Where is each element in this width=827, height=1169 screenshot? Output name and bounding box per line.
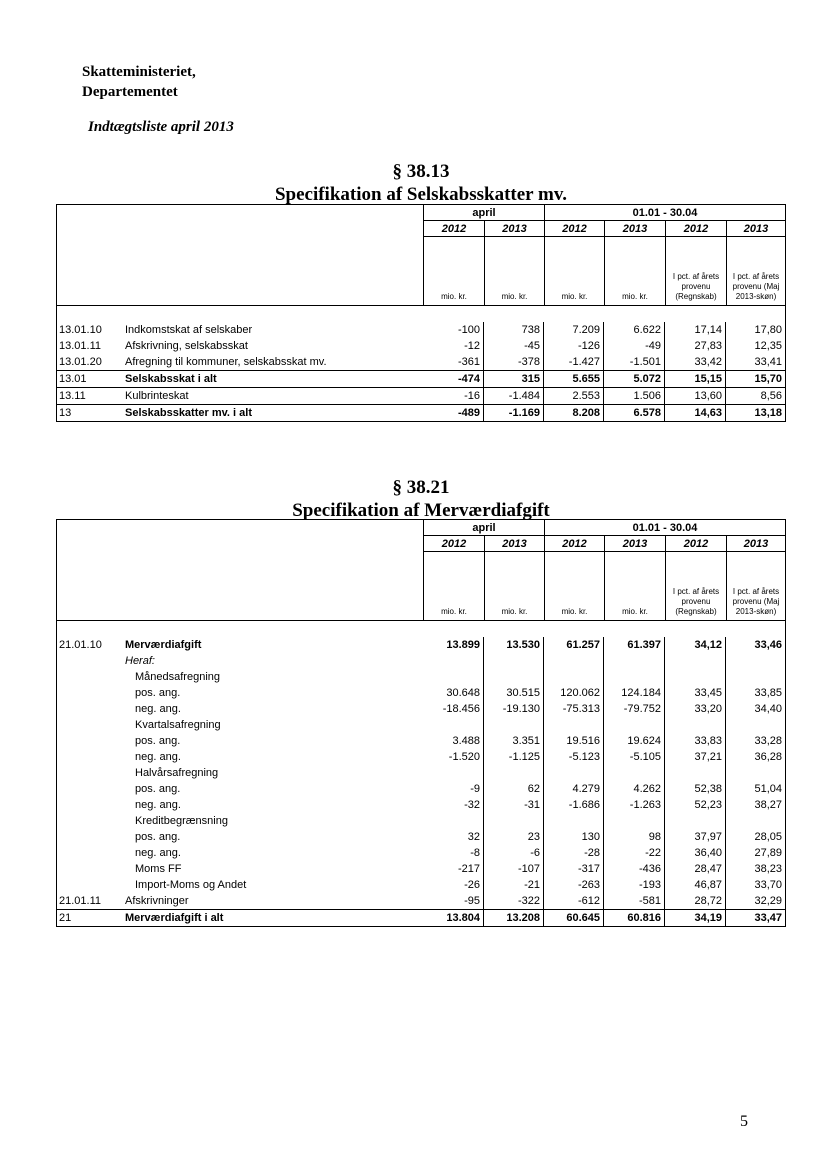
- header-unit: mio. kr.: [484, 552, 544, 620]
- row-value: -5.123: [544, 749, 604, 765]
- row-code: 13.01.11: [59, 340, 102, 352]
- row-code: [57, 797, 123, 813]
- header-year: 2012: [665, 221, 726, 237]
- table-row: [57, 354, 785, 370]
- row-value: 15,15: [665, 371, 726, 387]
- row-value: 61.397: [604, 637, 665, 653]
- row-value: 36,40: [665, 845, 726, 861]
- table-row: [57, 370, 785, 387]
- row-value: 120.062: [544, 685, 604, 701]
- department-name: Departementet: [82, 84, 178, 100]
- header-year: 2012: [423, 536, 484, 552]
- row-value: 13,60: [665, 388, 726, 404]
- row-value: [544, 653, 604, 669]
- table-row: [57, 717, 785, 733]
- row-value: 13.804: [423, 910, 484, 926]
- ministry-name: Skatteministeriet,: [82, 64, 196, 80]
- row-value: -361: [423, 354, 484, 370]
- row-value: 5.655: [544, 371, 604, 387]
- section-title: Specifikation af Selskabsskatter mv.: [274, 184, 568, 205]
- row-value: -12: [423, 338, 484, 354]
- header-unit: mio. kr.: [544, 237, 604, 305]
- header-unit: mio. kr.: [604, 237, 665, 305]
- row-code: [57, 877, 123, 893]
- row-value: 27,83: [665, 338, 726, 354]
- table-row: [57, 387, 785, 404]
- table-row: [57, 669, 785, 685]
- row-value: 19.516: [544, 733, 604, 749]
- section-number: § 38.13: [392, 161, 450, 182]
- row-value: 33,42: [665, 354, 726, 370]
- table-row: [57, 685, 785, 701]
- row-label: Import-Moms og Andet: [135, 879, 247, 891]
- row-value: 33,46: [754, 639, 782, 651]
- row-label: Selskabsskat i alt: [125, 373, 217, 385]
- row-value: -28: [544, 845, 604, 861]
- header-year: 2012: [665, 536, 726, 552]
- row-value: [726, 653, 785, 669]
- row-value: [726, 669, 785, 685]
- row-value: -75.313: [544, 701, 604, 717]
- row-label: Kvartalsafregning: [135, 719, 221, 731]
- row-value: -16: [423, 388, 484, 404]
- table-row: [57, 909, 785, 926]
- row-value: 38,27: [754, 799, 782, 811]
- row-value: 17,14: [665, 322, 726, 338]
- row-value: -263: [544, 877, 604, 893]
- row-value: 8.208: [544, 405, 604, 421]
- row-value: -612: [544, 893, 604, 909]
- row-value: 37,97: [665, 829, 726, 845]
- row-value: [423, 813, 484, 829]
- header-year: 2013: [484, 221, 544, 237]
- row-value: 5.072: [604, 371, 665, 387]
- row-code: [57, 733, 123, 749]
- row-code: 13.01: [59, 373, 87, 385]
- row-value: 23: [484, 829, 544, 845]
- row-value: 12,35: [754, 340, 782, 352]
- header-unit: mio. kr.: [604, 552, 665, 620]
- row-value: [484, 765, 544, 781]
- row-value: 33,41: [754, 356, 782, 368]
- row-code: [57, 669, 123, 685]
- row-code: 13: [59, 407, 72, 419]
- row-value: 36,28: [754, 751, 782, 763]
- row-value: 4.262: [604, 781, 665, 797]
- row-value: 32: [423, 829, 484, 845]
- row-value: -31: [484, 797, 544, 813]
- row-value: 8,56: [760, 390, 782, 402]
- row-value: 27,89: [754, 847, 782, 859]
- row-value: -1.125: [484, 749, 544, 765]
- table-row: [57, 797, 785, 813]
- section-heading-2: [56, 476, 786, 522]
- row-label: Moms FF: [135, 863, 182, 875]
- row-value: -322: [484, 893, 544, 909]
- row-value: -107: [484, 861, 544, 877]
- row-value: [423, 717, 484, 733]
- header-unit: mio. kr.: [484, 237, 544, 305]
- row-label: neg. ang.: [135, 751, 181, 763]
- row-label: pos. ang.: [135, 687, 181, 699]
- row-value: -19.130: [484, 701, 544, 717]
- header-pct-maj: I pct. af årets provenu (Maj 2013-skøn): [726, 552, 785, 620]
- header-april: april: [423, 520, 544, 536]
- row-code: [57, 861, 123, 877]
- row-value: 51,04: [754, 783, 782, 795]
- specification-table-selskabsskatter: [56, 204, 786, 422]
- row-code: 13.11: [59, 390, 86, 402]
- row-value: 37,21: [665, 749, 726, 765]
- row-value: 34,19: [665, 910, 726, 926]
- row-value: [665, 813, 726, 829]
- row-value: [484, 813, 544, 829]
- row-value: -21: [484, 877, 544, 893]
- row-value: -193: [604, 877, 665, 893]
- row-value: 30.515: [484, 685, 544, 701]
- row-label: Kulbrinteskat: [125, 390, 189, 402]
- row-label: Indkomstskat af selskaber: [125, 324, 253, 336]
- header-period: 01.01 - 30.04: [544, 520, 785, 536]
- row-value: -378: [484, 354, 544, 370]
- row-code: [57, 717, 123, 733]
- header-year: 2012: [423, 221, 484, 237]
- row-value: [484, 717, 544, 733]
- row-value: [726, 717, 785, 733]
- row-code: 13.01.20: [59, 356, 102, 368]
- table-row: [57, 845, 785, 861]
- row-value: -1.501: [604, 354, 665, 370]
- row-value: [544, 813, 604, 829]
- table-row: [57, 813, 785, 829]
- row-label: Merværdiafgift i alt: [125, 912, 224, 924]
- row-value: -1.169: [484, 405, 544, 421]
- row-label: Selskabsskatter mv. i alt: [125, 407, 252, 419]
- row-value: -49: [604, 338, 665, 354]
- row-value: 46,87: [665, 877, 726, 893]
- table-row: [57, 861, 785, 877]
- row-value: [726, 765, 785, 781]
- row-value: 52,23: [665, 797, 726, 813]
- row-value: 6.578: [604, 405, 665, 421]
- table-row: [57, 749, 785, 765]
- row-value: 32,29: [754, 895, 782, 907]
- row-value: [423, 765, 484, 781]
- row-value: [604, 669, 665, 685]
- table-row: [57, 338, 785, 354]
- row-value: [665, 717, 726, 733]
- row-value: 33,70: [754, 879, 782, 891]
- row-value: [726, 813, 785, 829]
- row-value: 28,05: [754, 831, 782, 843]
- row-value: -1.520: [423, 749, 484, 765]
- row-label: Halvårsafregning: [135, 767, 219, 779]
- row-label: neg. ang.: [135, 703, 181, 715]
- row-value: 2.553: [544, 388, 604, 404]
- row-value: -9: [423, 781, 484, 797]
- row-value: 60.645: [544, 910, 604, 926]
- row-value: -5.105: [604, 749, 665, 765]
- table-header: [57, 520, 785, 621]
- row-value: [604, 765, 665, 781]
- specification-table-mervaerdiafgift: [56, 519, 786, 927]
- row-value: -489: [423, 405, 484, 421]
- row-code: [57, 781, 123, 797]
- header-pct-regnskab: I pct. af årets provenu (Regnskab): [665, 237, 726, 305]
- row-value: 3.488: [423, 733, 484, 749]
- row-label: Heraf:: [125, 655, 155, 667]
- row-value: 15,70: [754, 373, 782, 385]
- row-value: 13.208: [484, 910, 544, 926]
- row-value: -26: [423, 877, 484, 893]
- header-year: 2013: [726, 536, 785, 552]
- header-year: 2013: [604, 536, 665, 552]
- row-code: 21.01.11: [59, 895, 102, 907]
- page-number: 5: [740, 1113, 748, 1130]
- table-row: [57, 877, 785, 893]
- row-code: [57, 653, 123, 669]
- row-value: -126: [544, 338, 604, 354]
- header-pct-maj: I pct. af årets provenu (Maj 2013-skøn): [726, 237, 785, 305]
- row-value: 34,12: [665, 637, 726, 653]
- row-value: -1.686: [544, 797, 604, 813]
- row-value: [544, 717, 604, 733]
- row-code: [57, 829, 123, 845]
- row-code: 21: [59, 912, 72, 924]
- row-value: 33,28: [754, 735, 782, 747]
- row-value: 13,18: [754, 407, 782, 419]
- row-code: [57, 701, 123, 717]
- row-value: -22: [604, 845, 665, 861]
- row-value: 3.351: [484, 733, 544, 749]
- row-value: -317: [544, 861, 604, 877]
- row-label: pos. ang.: [135, 783, 181, 795]
- document-subtitle: Indtægtsliste april 2013: [88, 119, 234, 135]
- row-value: [423, 669, 484, 685]
- row-value: 38,23: [754, 863, 782, 875]
- table-row: [57, 829, 785, 845]
- row-value: [484, 669, 544, 685]
- table-row: [57, 765, 785, 781]
- row-value: [604, 813, 665, 829]
- row-value: -100: [423, 322, 484, 338]
- row-label: neg. ang.: [135, 799, 181, 811]
- table-row: [57, 701, 785, 717]
- row-label: Merværdiafgift: [125, 639, 202, 651]
- row-value: 13.899: [423, 637, 484, 653]
- row-code: [57, 685, 123, 701]
- row-value: 52,38: [665, 781, 726, 797]
- row-value: [544, 765, 604, 781]
- row-value: [604, 653, 665, 669]
- table-row: [57, 322, 785, 338]
- row-value: 28,47: [665, 861, 726, 877]
- table-row: [57, 893, 785, 909]
- section-number: § 38.21: [392, 477, 450, 498]
- row-value: 1.506: [604, 388, 665, 404]
- row-value: 33,45: [665, 685, 726, 701]
- row-value: 13.530: [484, 637, 544, 653]
- row-value: 7.209: [544, 322, 604, 338]
- row-label: Kreditbegrænsning: [135, 815, 228, 827]
- table-body: [57, 306, 785, 421]
- row-value: -1.427: [544, 354, 604, 370]
- row-value: [544, 669, 604, 685]
- row-value: 315: [484, 371, 544, 387]
- row-label: Afregning til kommuner, selskabsskat mv.: [125, 356, 327, 368]
- row-code: [57, 749, 123, 765]
- row-value: -18.456: [423, 701, 484, 717]
- section-title: Specifikation af Merværdiafgift: [292, 500, 550, 521]
- row-value: 4.279: [544, 781, 604, 797]
- section-heading-1: [56, 160, 786, 206]
- row-label: Afskrivninger: [125, 895, 189, 907]
- header-year: 2013: [484, 536, 544, 552]
- row-value: 28,72: [665, 893, 726, 909]
- row-value: -95: [423, 893, 484, 909]
- row-value: -79.752: [604, 701, 665, 717]
- row-value: 33,47: [754, 912, 782, 924]
- table-row: [57, 653, 785, 669]
- header-year: 2013: [726, 221, 785, 237]
- table-row: [57, 637, 785, 653]
- row-value: -45: [484, 338, 544, 354]
- row-value: [665, 669, 726, 685]
- row-value: -32: [423, 797, 484, 813]
- row-label: Månedsafregning: [135, 671, 221, 683]
- row-label: pos. ang.: [135, 735, 181, 747]
- row-value: -1.263: [604, 797, 665, 813]
- row-value: [484, 653, 544, 669]
- table-row: [57, 404, 785, 421]
- row-value: -1.484: [484, 388, 544, 404]
- row-value: 60.816: [604, 910, 665, 926]
- header-year: 2012: [544, 536, 604, 552]
- row-label: neg. ang.: [135, 847, 181, 859]
- row-value: 124.184: [604, 685, 665, 701]
- row-value: -217: [423, 861, 484, 877]
- header-period: 01.01 - 30.04: [544, 205, 785, 221]
- header-unit: mio. kr.: [423, 552, 484, 620]
- table-row: [57, 781, 785, 797]
- row-value: 33,85: [754, 687, 782, 699]
- row-value: -8: [423, 845, 484, 861]
- table-row: [57, 733, 785, 749]
- row-value: -436: [604, 861, 665, 877]
- header-unit: mio. kr.: [544, 552, 604, 620]
- row-code: [57, 845, 123, 861]
- row-value: -6: [484, 845, 544, 861]
- row-value: 17,80: [754, 324, 782, 336]
- row-label: pos. ang.: [135, 831, 181, 843]
- row-value: 6.622: [604, 322, 665, 338]
- row-value: 14,63: [665, 405, 726, 421]
- row-value: 30.648: [423, 685, 484, 701]
- row-value: -581: [604, 893, 665, 909]
- header-unit: mio. kr.: [423, 237, 484, 305]
- row-code: [57, 765, 123, 781]
- row-value: [665, 765, 726, 781]
- row-value: 62: [484, 781, 544, 797]
- row-code: 13.01.10: [59, 324, 102, 336]
- header-april: april: [423, 205, 544, 221]
- table-header: [57, 205, 785, 306]
- row-value: 98: [604, 829, 665, 845]
- row-value: [604, 717, 665, 733]
- table-body: [57, 621, 785, 926]
- header-year: 2013: [604, 221, 665, 237]
- row-value: [423, 653, 484, 669]
- row-value: 34,40: [754, 703, 782, 715]
- row-label: Afskrivning, selskabsskat: [125, 340, 248, 352]
- row-value: 33,20: [665, 701, 726, 717]
- header-year: 2012: [544, 221, 604, 237]
- row-value: 19.624: [604, 733, 665, 749]
- row-value: 61.257: [544, 637, 604, 653]
- row-value: 738: [484, 322, 544, 338]
- header-pct-regnskab: I pct. af årets provenu (Regnskab): [665, 552, 726, 620]
- row-code: 21.01.10: [59, 639, 102, 651]
- row-code: [57, 813, 123, 829]
- row-value: 33,83: [665, 733, 726, 749]
- row-value: -474: [423, 371, 484, 387]
- row-value: [665, 653, 726, 669]
- row-value: 130: [544, 829, 604, 845]
